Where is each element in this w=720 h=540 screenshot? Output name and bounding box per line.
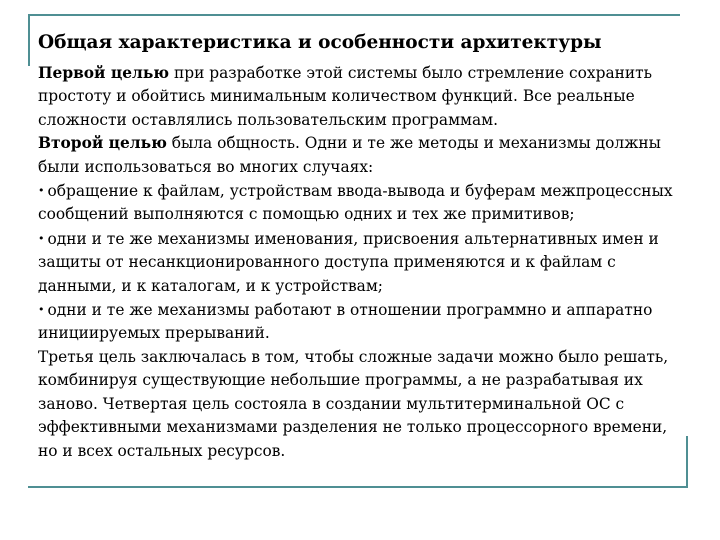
bullet-text: одни и те же механизмы именования, присвоения альтернативных имен и защиты от несанкционированного доступа применяются и к файлам с данными, и к каталогам, и к устройствам; [38,229,659,295]
right-corner-line [686,436,688,488]
top-divider-line [28,14,680,16]
slide-title: Общая характеристика и особенности архитектуры [38,32,602,53]
goal-2-label: Второй целью [38,134,167,153]
bullet-item [38,298,678,346]
closing-paragraph: Третья цель заключалась в том, чтобы сложные задачи можно было решать, комбинируя существующие небольшие программы, а не разрабатывая их заново. Четвертая цель состояла в создании мультитерминальной ОС с эффективными механизмами разделения не только процессорного времени, но и всех остальных ресурсов. [38,347,669,460]
bullet-item [38,227,678,298]
bullet-icon: • [38,303,45,317]
bottom-divider-line [28,486,688,488]
goal-1-text: при разработке этой системы было стремление сохранить простоту и обойтись минимальным количеством функций. Все реальные сложности оставлялись пользовательским программам. [38,64,653,129]
goal-2-paragraph [38,132,678,179]
slide-body [38,62,678,463]
bullet-text: одни и те же механизмы работают в отношении программно и аппаратно инициируемых прерываний. [38,301,653,343]
left-corner-line [28,14,30,66]
goal-2-text: была общность. Одни и те же методы и механизмы должны были использоваться во многих случаях: [38,134,661,176]
bullet-item [38,179,678,227]
bullet-icon: • [38,184,45,198]
goal-1-label: Первой целью [38,64,170,82]
bullet-icon: • [38,231,45,245]
bullet-text: обращение к файлам, устройствам ввода-вывода и буферам межпроцессных сообщений выполняются с помощью одних и тех же примитивов; [38,182,673,224]
goal-1-paragraph [38,62,678,132]
